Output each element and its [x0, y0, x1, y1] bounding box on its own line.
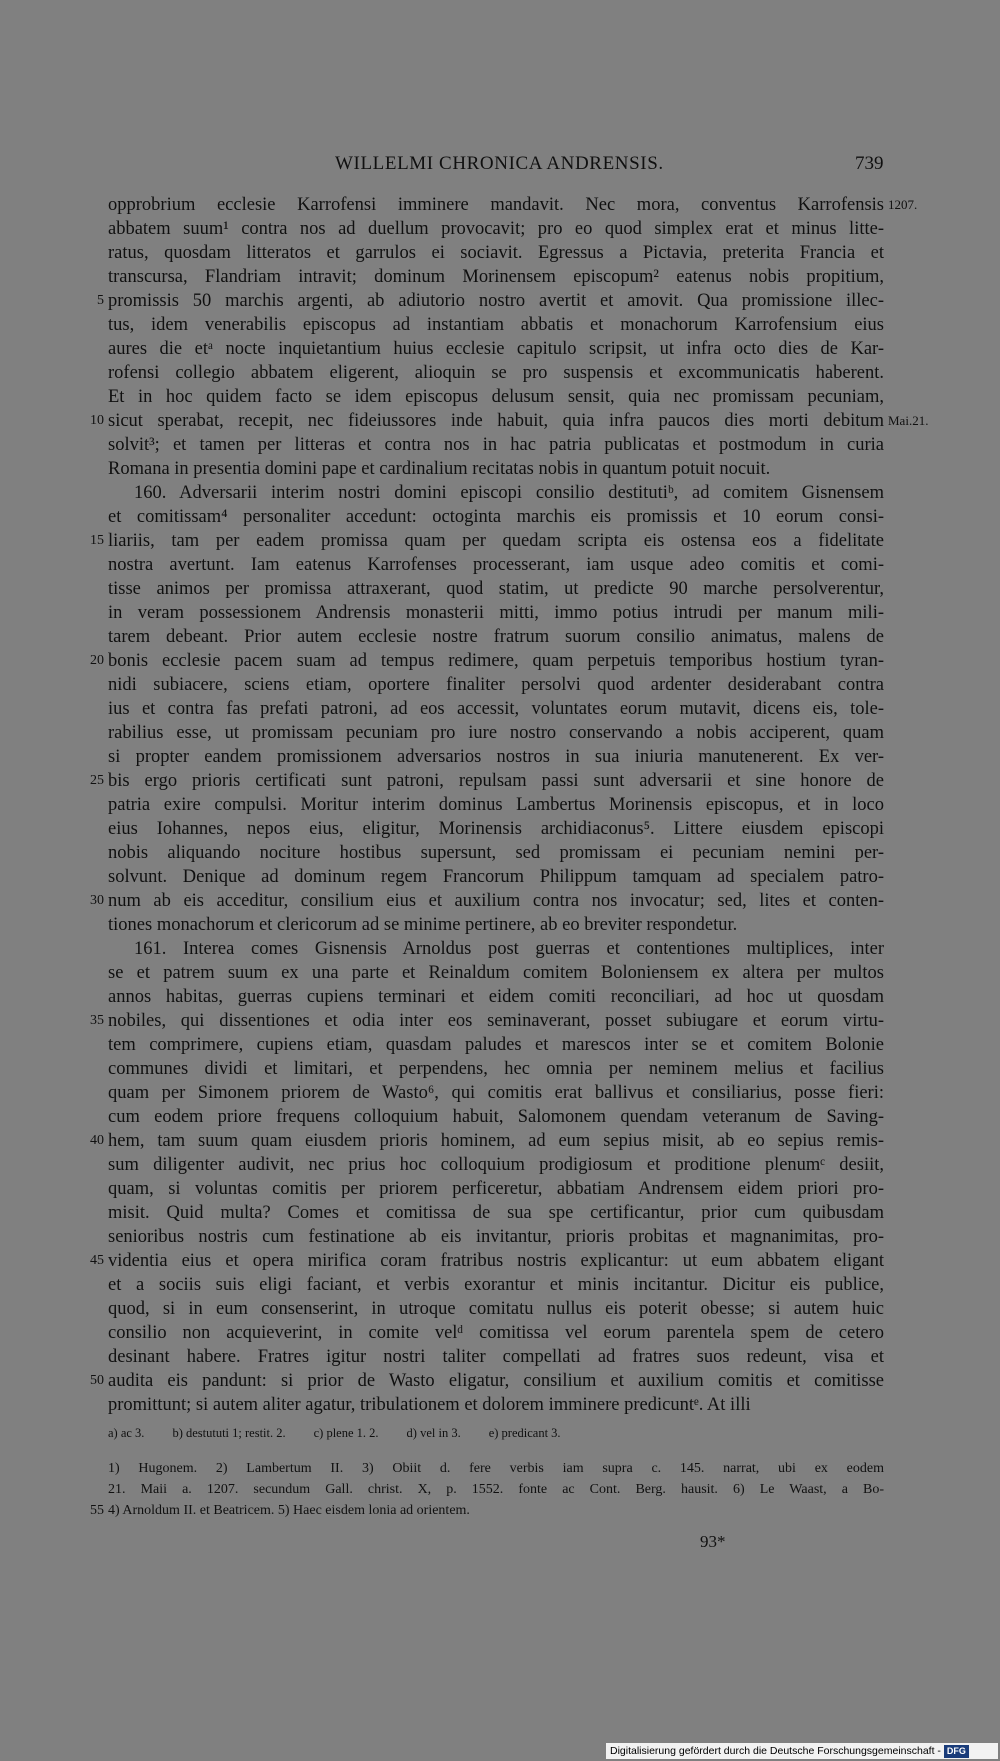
- text-line: nidi subiacere, sciens etiam, oportere finaliter persolvi quod ardenter desiderabant contra: [108, 675, 884, 695]
- signature-mark: 93*: [700, 1532, 726, 1551]
- text-line: quam, si voluntas comitis per priorem perficeretur, abbatiam Andrensem eidem priori pro-: [108, 1179, 884, 1199]
- text-line: cum eodem priore frequens colloquium habuit, Salomonem quendam veteranum de Saving-: [108, 1107, 884, 1127]
- line-number: 35: [90, 1013, 104, 1028]
- text-line: desinant habere. Fratres igitur nostri taliter compellati ad fratres suos redeunt, visa et: [108, 1347, 884, 1367]
- running-head: WILLELMI CHRONICA ANDRENSIS.: [335, 153, 664, 174]
- text-line: sicut sperabat, recepit, nec fideiussores inde habuit, quia infra paucos dies morti debitum: [108, 411, 884, 431]
- text-line: tus, idem venerabilis episcopus ad instantiam abbatis et monachorum Karrofensium eius: [108, 315, 884, 335]
- text-line: in veram possessionem Andrensis monasterii mitti, immo potius intrudi per manum mili-: [108, 603, 884, 623]
- text-line: ius et contra fas prefati patroni, ad eos accessit, voluntates eorum mutavit, dicens eis, tole-: [108, 699, 884, 719]
- digitization-banner: [606, 1743, 998, 1759]
- footnote-line: 1) Hugonem. 2) Lambertum II. 3) Obiit d. fere verbis iam supra c. 145. narrat, ubi ex eodem: [108, 1461, 884, 1476]
- text-line: tem comprimere, cupiens etiam, quasdam paludes et marescos inter se et comitem Bolonie: [108, 1035, 884, 1055]
- text-line: solvit³; et tamen per litteras et contra nos in hac patria publicatas et postmodum in curia: [108, 435, 884, 455]
- text-line: ratus, quosdam litteratos et garrulos ei sociavit. Egressus a Pictavia, preterita Francia et: [108, 243, 884, 263]
- variant-note: e) predicant 3.: [488, 1426, 561, 1440]
- variant-notes: [108, 1426, 888, 1441]
- line-number: 45: [90, 1253, 104, 1268]
- text-line: opprobrium ecclesie Karrofensi imminere mandavit. Nec mora, conventus Karrofensis: [108, 195, 884, 215]
- footnote-line: 4) Arnoldum II. et Beatricem. 5) Haec eisdem lonia ad orientem.: [108, 1503, 470, 1518]
- text-line: si propter eandem promissionem adversarios nostros in sua iniuria manutenerent. Ex ver-: [108, 747, 884, 767]
- line-number: 15: [90, 533, 104, 548]
- text-line: senioribus nostris cum festinatione ab eis invitantur, prioris probitas et magnanimitas, pro-: [108, 1227, 884, 1247]
- text-line: Et in hoc quidem facto se idem episcopus delusum sensit, quia nec promissam pecuniam,: [108, 387, 884, 407]
- variant-note: a) ac 3.: [108, 1426, 145, 1440]
- dfg-logo-icon: DFG: [944, 1745, 969, 1758]
- text-line: rofensi collegio abbatem eligerent, alioquin se pro suspensis et excommunicatis haberent.: [108, 363, 884, 383]
- text-line: nobis aliquando nociture hostibus supersunt, sed promissam ei pecuniam nemini per-: [108, 843, 884, 863]
- text-line: 160. Adversarii interim nostri domini episcopi consilio destitutiᵇ, ad comitem Gisnensem: [134, 483, 884, 503]
- text-line: sum diligenter audivit, nec prius hoc colloquium prodigiosum et proditione plenumᶜ desiit,: [108, 1155, 884, 1175]
- text-line: quam per Simonem priorem de Wasto⁶, qui comitis erat ballivus et consiliarius, posse fieri:: [108, 1083, 884, 1103]
- margin-date-note: 1207.: [888, 197, 918, 212]
- text-line: se et patrem suum ex una parte et Reinaldum comitem Boloniensem ex altera per multos: [108, 963, 884, 983]
- line-number: 25: [90, 773, 104, 788]
- text-line: 161. Interea comes Gisnensis Arnoldus post guerras et contentiones multiplices, inter: [134, 939, 884, 959]
- text-line: rabilius esse, ut promissam pecuniam pro iure nostro conservando a nobis acciperent, quam: [108, 723, 884, 743]
- text-line: eius Iohannes, nepos eius, eligitur, Morinensis archidiaconus⁵. Littere eiusdem episcopi: [108, 819, 884, 839]
- text-line: annos habitas, guerras cupiens terminari et eidem comiti reconciliari, ad hoc ut quosdam: [108, 987, 884, 1007]
- text-line: quod, si in eum consenserint, in utroque comitatu nullus eis poterit obesse; si autem huic: [108, 1299, 884, 1319]
- text-line: promittunt; si autem aliter agatur, tribulationem et dolorem imminere predicuntᵉ. At illi: [108, 1395, 751, 1415]
- text-line: tisse animos per promissa attraxerant, quod statim, ut predicte 90 marche persolverentur,: [108, 579, 884, 599]
- text-line: hem, tam suum quam eiusdem prioris hominem, ad eum sepius misit, ab eo sepius remis-: [108, 1131, 884, 1151]
- line-number: 30: [90, 893, 104, 908]
- text-line: liariis, tam per eadem promissa quam per quedam scripta eis ostensa eos a fidelitate: [108, 531, 884, 551]
- text-line: misit. Quid multa? Comes et comitissa de sua spe certificantur, prior cum quibusdam: [108, 1203, 884, 1223]
- line-number: 40: [90, 1133, 104, 1148]
- page-number: 739: [855, 153, 884, 174]
- variant-note: b) destututi 1; restit. 2.: [172, 1426, 286, 1440]
- text-line: nobiles, qui dissentiones et odia inter eos seminaverant, posset subiugare et eorum virtu-: [108, 1011, 884, 1031]
- banner-text: Digitalisierung gefördert durch die Deutsche Forschungsgemeinschaft -: [610, 1745, 941, 1757]
- page-header: [0, 150, 1000, 180]
- text-line: consilio non acquieverint, in comite velᵈ comitissa vel eorum parentela spem de cetero: [108, 1323, 884, 1343]
- line-number: 20: [90, 653, 104, 668]
- text-line: tiones monachorum et clericorum ad se minime pertinere, ab eo breviter respondetur.: [108, 915, 738, 935]
- text-line: nostra avertunt. Iam eatenus Karrofenses processerant, iam usque adeo comitis et comi-: [108, 555, 884, 575]
- line-number: 50: [90, 1373, 104, 1388]
- text-line: communes dividi et limitari, et perpendens, hec omnia per neminem melius et facilius: [108, 1059, 884, 1079]
- text-line: num ab eis acceditur, consilium eius et auxilium contra nos invocatur; sed, lites et conten-: [108, 891, 884, 911]
- footnote-line: 21. Maii a. 1207. secundum Gall. christ. X, p. 1552. fonte ac Cont. Berg. hausit. 6) Le Waast, a Bo-: [108, 1482, 884, 1497]
- text-line: patria exire compulsi. Moritur interim dominus Lambertus Morinensis episcopus, et in loco: [108, 795, 884, 815]
- text-line: bonis ecclesie pacem suam ad tempus redimere, quam perpetuis temporibus hostium tyran-: [108, 651, 884, 671]
- text-line: et a sociis suis eligi faciant, et verbis exorantur et minis incitantur. Dicitur eis publice,: [108, 1275, 884, 1295]
- text-line: et comitissam⁴ personaliter accedunt: octoginta marchis eis promissis et 10 eorum consi-: [108, 507, 884, 527]
- text-line: tarem debeant. Prior autem ecclesie nostre fratrum suorum consilio animatus, malens de: [108, 627, 884, 647]
- text-line: abbatem suum¹ contra nos ad duellum provocavit; pro eo quod simplex erat et minus litte-: [108, 219, 884, 239]
- text-line: bis ergo prioris certificati sunt patroni, repulsam passi sunt adversarii et sine honore de: [108, 771, 884, 791]
- text-line: aures die etᵃ nocte inquietantium huius ecclesie capitulo scripsit, ut infra octo dies de Kar-: [108, 339, 884, 359]
- variant-note: c) plene 1. 2.: [313, 1426, 379, 1440]
- text-line: promissis 50 marchis argenti, ab adiutorio nostro avertit et amovit. Qua promissione illec-: [108, 291, 884, 311]
- margin-date-note: Mai.21.: [888, 413, 929, 428]
- variant-note: d) vel in 3.: [406, 1426, 461, 1440]
- line-number: 5: [97, 293, 104, 308]
- text-line: transcursa, Flandriam intravit; dominum Morinensem episcopum² eatenus nobis propitium,: [108, 267, 884, 287]
- line-number: 10: [90, 413, 104, 428]
- line-number: 55: [90, 1503, 104, 1518]
- text-line: Romana in presentia domini pape et cardinalium recitatas nobis in quantum potuit nocuit.: [108, 459, 771, 479]
- text-line: audita eis pandunt: si prior de Wasto eligatur, consilium et auxilium comitis et comitisse: [108, 1371, 884, 1391]
- text-line: solvunt. Denique ad dominum regem Francorum Philippum tamquam ad specialem patro-: [108, 867, 884, 887]
- text-line: videntia eius et opera mirifica coram fratribus nostris explicantur: ut eum abbatem eligant: [108, 1251, 884, 1271]
